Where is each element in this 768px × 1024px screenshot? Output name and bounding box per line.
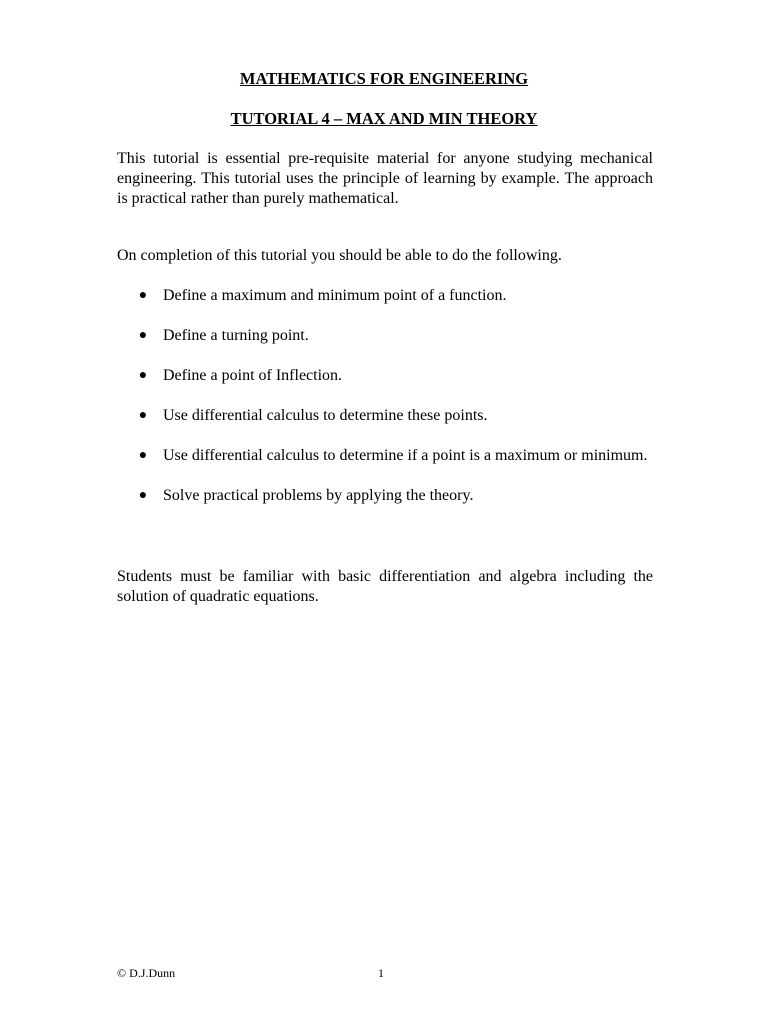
tutorial-title: TUTORIAL 4 – MAX AND MIN THEORY (230, 109, 538, 128)
page-number: 1 (378, 966, 384, 980)
objective-text: Use differential calculus to determine if a point is a maximum or minimum. (163, 447, 648, 464)
list-item (117, 446, 653, 466)
bullet-icon: ● (138, 448, 148, 463)
list-item (117, 286, 653, 306)
intro-paragraph: This tutorial is essential pre-requisite material for anyone studying mechanical engineering. This tutorial uses the principle of learning by example. The approach is practical rather than purely mathematical. (117, 150, 653, 207)
completion-paragraph: On completion of this tutorial you should be able to do the following. (117, 247, 562, 264)
list-item (117, 486, 653, 506)
bullet-icon: ● (138, 328, 148, 343)
objective-text: Define a turning point. (163, 327, 309, 344)
list-item (117, 406, 653, 426)
objective-text: Use differential calculus to determine these points. (163, 407, 488, 424)
document-title: MATHEMATICS FOR ENGINEERING (239, 69, 529, 88)
prerequisites-paragraph: Students must be familiar with basic differentiation and algebra including the solution of quadratic equations. (117, 568, 653, 605)
list-item (117, 366, 653, 386)
bullet-icon: ● (138, 368, 148, 383)
footer-author: © D.J.Dunn (117, 966, 176, 980)
bullet-icon: ● (138, 288, 148, 303)
bullet-icon: ● (138, 408, 148, 423)
objectives-list (117, 286, 653, 526)
list-item (117, 326, 653, 346)
bullet-icon: ● (138, 488, 148, 503)
objective-text: Solve practical problems by applying the theory. (163, 487, 474, 504)
objective-text: Define a point of Inflection. (163, 367, 343, 384)
objective-text: Define a maximum and minimum point of a function. (163, 287, 507, 304)
